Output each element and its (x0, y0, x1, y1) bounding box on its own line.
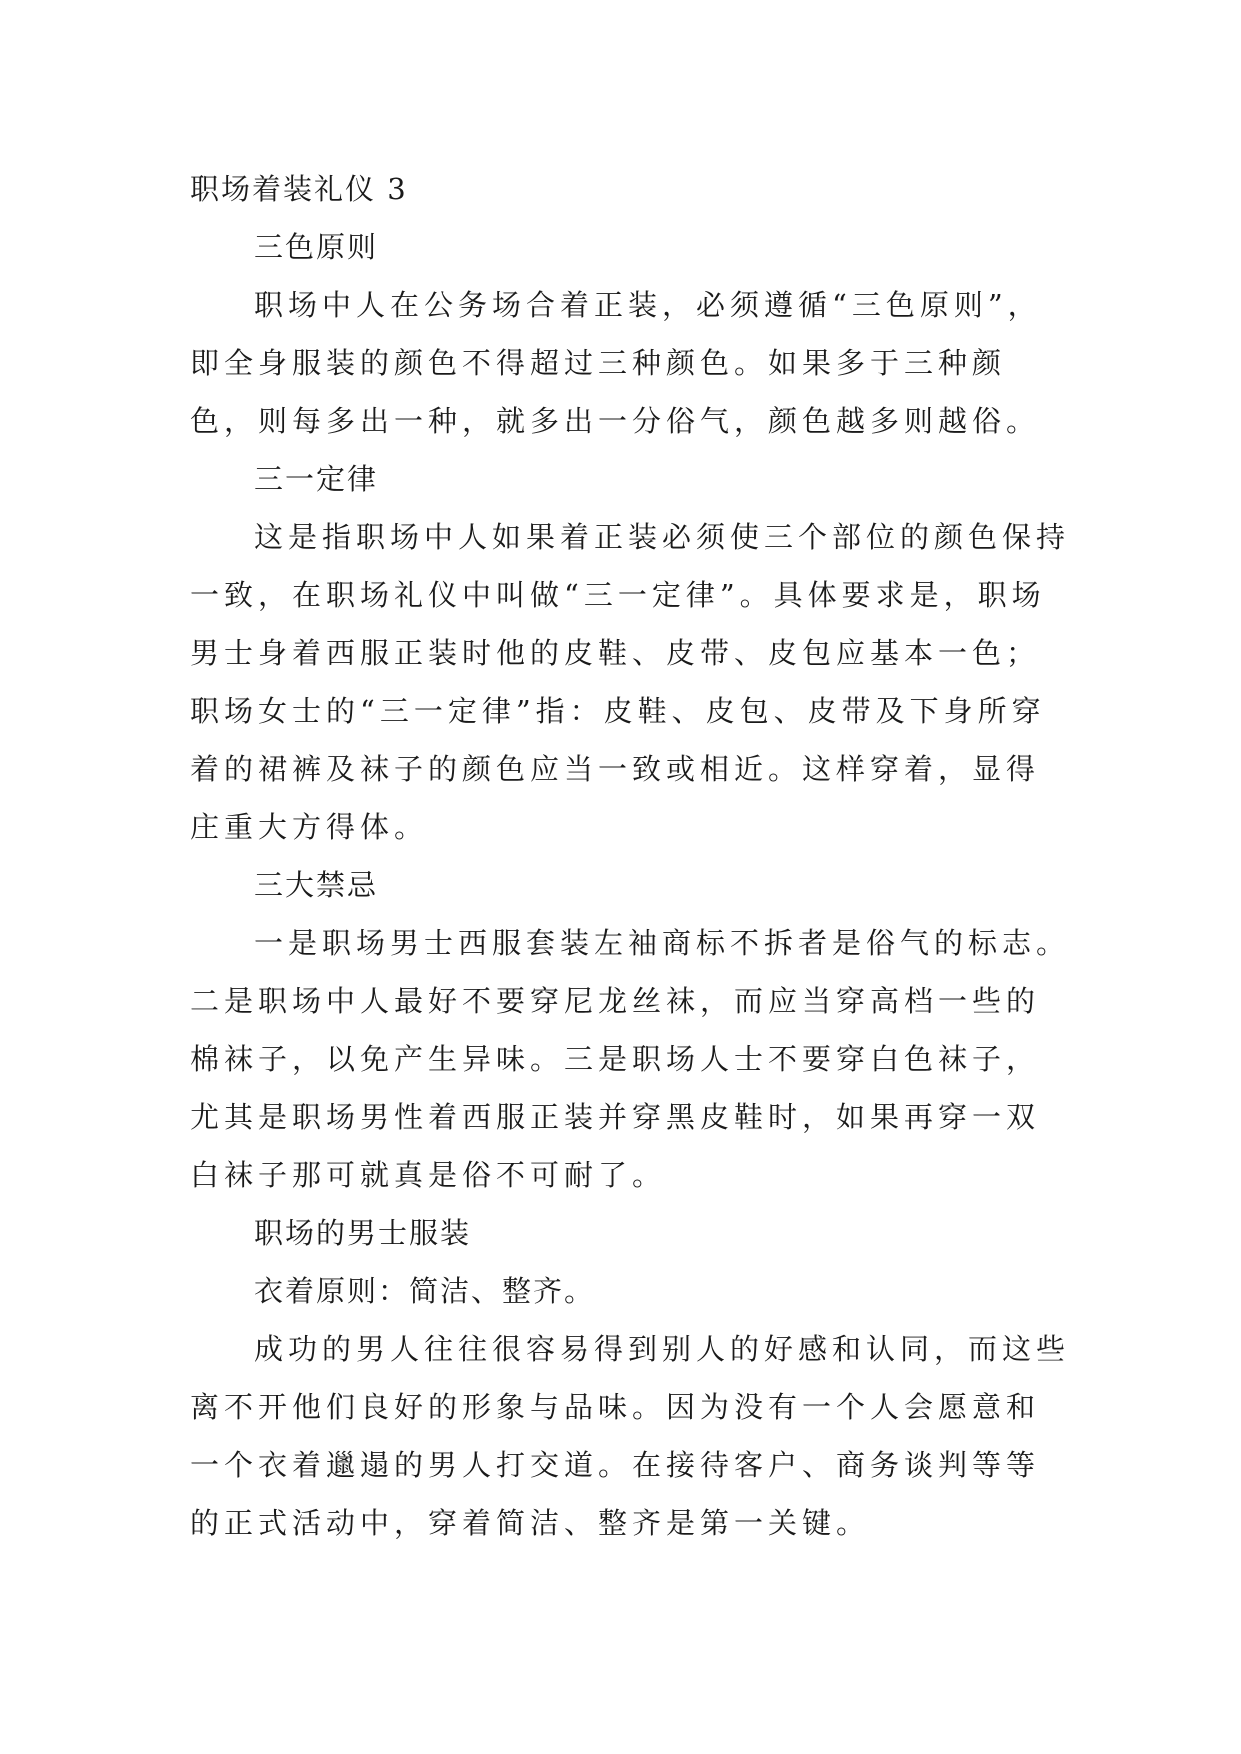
document-body (190, 160, 1070, 1552)
paragraph-three-color: 职场中人在公务场合着正装，必须遵循“三色原则”，即全身服装的颜色不得超过三种颜色。如果多于三种颜色，则每多出一种，就多出一分俗气，颜色越多则越俗。 (190, 288, 1042, 438)
section-heading-three-taboos: 三大禁忌 (254, 868, 379, 902)
subheading-dress-principle: 衣着原则：简洁、整齐。 (254, 1274, 596, 1308)
document-title: 职场着装礼仪 3 (190, 172, 408, 206)
section-heading-three-color: 三色原则 (254, 230, 379, 264)
section-heading-mens-wear: 职场的男士服装 (254, 1216, 472, 1250)
paragraph-mens-wear: 成功的男人往往很容易得到别人的好感和认同，而这些离不开他们良好的形象与品味。因为没有一个人会愿意和一个衣着邋遢的男人打交道。在接待客户、商务谈判等等的正式活动中，穿着简洁、整齐是第一关键。 (190, 1332, 1071, 1540)
paragraph-three-one: 这是指职场中人如果着正装必须使三个部位的颜色保持一致，在职场礼仪中叫做“三一定律”。具体要求是，职场男士身着西服正装时他的皮鞋、皮带、皮包应基本一色；职场女士的“三一定律”指：皮鞋、皮包、皮带及下身所穿着的裙裤及袜子的颜色应当一致或相近。这样穿着，显得庄重大方得体。 (190, 520, 1071, 844)
paragraph-three-taboos: 一是职场男士西服套装左袖商标不拆者是俗气的标志。二是职场中人最好不要穿尼龙丝袜，而应当穿高档一些的棉袜子，以免产生异味。三是职场人士不要穿白色袜子，尤其是职场男性着西服正装并穿黑皮鞋时，如果再穿一双白袜子那可就真是俗不可耐了。 (190, 926, 1071, 1192)
section-heading-three-one: 三一定律 (254, 462, 379, 496)
